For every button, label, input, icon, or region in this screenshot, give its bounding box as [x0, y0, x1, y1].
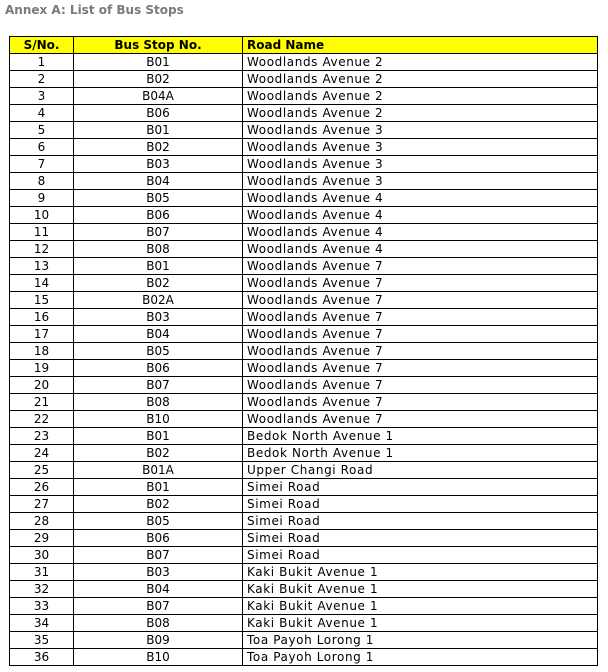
table-row	[10, 496, 598, 513]
cell-sno: 9	[10, 190, 74, 207]
cell-road-name: Bedok North Avenue 1	[243, 445, 598, 462]
table-row	[10, 241, 598, 258]
cell-bus-stop-no: B03	[74, 156, 243, 173]
table-row	[10, 598, 598, 615]
cell-bus-stop-no: B02	[74, 139, 243, 156]
cell-bus-stop-no: B01	[74, 428, 243, 445]
cell-sno: 29	[10, 530, 74, 547]
cell-road-name: Woodlands Avenue 2	[243, 54, 598, 71]
cell-bus-stop-no: B10	[74, 649, 243, 666]
table-row	[10, 530, 598, 547]
table-row	[10, 360, 598, 377]
cell-road-name: Woodlands Avenue 2	[243, 88, 598, 105]
cell-road-name: Woodlands Avenue 7	[243, 309, 598, 326]
cell-sno: 21	[10, 394, 74, 411]
cell-road-name: Simei Road	[243, 496, 598, 513]
table-header-row	[10, 37, 598, 54]
cell-bus-stop-no: B07	[74, 224, 243, 241]
cell-bus-stop-no: B04	[74, 326, 243, 343]
cell-road-name: Woodlands Avenue 4	[243, 207, 598, 224]
table-row	[10, 445, 598, 462]
table-row	[10, 88, 598, 105]
cell-road-name: Kaki Bukit Avenue 1	[243, 598, 598, 615]
cell-sno: 33	[10, 598, 74, 615]
cell-road-name: Simei Road	[243, 530, 598, 547]
header-road-name: Road Name	[243, 37, 598, 54]
cell-sno: 25	[10, 462, 74, 479]
cell-sno: 20	[10, 377, 74, 394]
cell-bus-stop-no: B06	[74, 360, 243, 377]
cell-road-name: Toa Payoh Lorong 1	[243, 649, 598, 666]
header-bus-stop-no: Bus Stop No.	[74, 37, 243, 54]
cell-road-name: Woodlands Avenue 4	[243, 190, 598, 207]
cell-bus-stop-no: B08	[74, 615, 243, 632]
header-sno: S/No.	[10, 37, 74, 54]
cell-road-name: Upper Changi Road	[243, 462, 598, 479]
table-row	[10, 377, 598, 394]
cell-road-name: Woodlands Avenue 2	[243, 105, 598, 122]
table-row	[10, 309, 598, 326]
cell-bus-stop-no: B01A	[74, 462, 243, 479]
cell-sno: 2	[10, 71, 74, 88]
table-row	[10, 547, 598, 564]
cell-road-name: Woodlands Avenue 3	[243, 156, 598, 173]
cell-road-name: Woodlands Avenue 3	[243, 139, 598, 156]
cell-bus-stop-no: B07	[74, 377, 243, 394]
cell-bus-stop-no: B07	[74, 547, 243, 564]
cell-sno: 8	[10, 173, 74, 190]
cell-sno: 11	[10, 224, 74, 241]
cell-bus-stop-no: B04A	[74, 88, 243, 105]
cell-road-name: Woodlands Avenue 7	[243, 258, 598, 275]
cell-road-name: Woodlands Avenue 3	[243, 122, 598, 139]
cell-bus-stop-no: B02	[74, 496, 243, 513]
cell-bus-stop-no: B08	[74, 241, 243, 258]
cell-sno: 12	[10, 241, 74, 258]
table-row	[10, 105, 598, 122]
table-row	[10, 428, 598, 445]
cell-sno: 3	[10, 88, 74, 105]
table-row	[10, 632, 598, 649]
cell-bus-stop-no: B02	[74, 275, 243, 292]
cell-sno: 34	[10, 615, 74, 632]
cell-bus-stop-no: B05	[74, 513, 243, 530]
table-row	[10, 258, 598, 275]
table-row	[10, 292, 598, 309]
cell-road-name: Simei Road	[243, 479, 598, 496]
cell-road-name: Woodlands Avenue 7	[243, 326, 598, 343]
cell-sno: 30	[10, 547, 74, 564]
cell-sno: 32	[10, 581, 74, 598]
cell-sno: 36	[10, 649, 74, 666]
table-row	[10, 513, 598, 530]
table-row	[10, 139, 598, 156]
cell-sno: 19	[10, 360, 74, 377]
cell-road-name: Woodlands Avenue 7	[243, 394, 598, 411]
cell-road-name: Simei Road	[243, 547, 598, 564]
cell-sno: 5	[10, 122, 74, 139]
cell-road-name: Woodlands Avenue 3	[243, 173, 598, 190]
table-row	[10, 581, 598, 598]
cell-bus-stop-no: B03	[74, 564, 243, 581]
table-row	[10, 275, 598, 292]
cell-sno: 7	[10, 156, 74, 173]
cell-road-name: Woodlands Avenue 4	[243, 224, 598, 241]
table-row	[10, 190, 598, 207]
cell-road-name: Kaki Bukit Avenue 1	[243, 581, 598, 598]
cell-road-name: Woodlands Avenue 7	[243, 343, 598, 360]
table-body	[10, 54, 598, 666]
cell-bus-stop-no: B03	[74, 309, 243, 326]
table-row	[10, 207, 598, 224]
table-row	[10, 156, 598, 173]
table-row	[10, 122, 598, 139]
table-row	[10, 564, 598, 581]
cell-road-name: Woodlands Avenue 2	[243, 71, 598, 88]
cell-sno: 1	[10, 54, 74, 71]
cell-road-name: Bedok North Avenue 1	[243, 428, 598, 445]
cell-road-name: Kaki Bukit Avenue 1	[243, 615, 598, 632]
cell-bus-stop-no: B01	[74, 54, 243, 71]
cell-sno: 28	[10, 513, 74, 530]
cell-sno: 26	[10, 479, 74, 496]
cell-bus-stop-no: B01	[74, 258, 243, 275]
cell-bus-stop-no: B04	[74, 173, 243, 190]
cell-sno: 22	[10, 411, 74, 428]
cell-sno: 16	[10, 309, 74, 326]
table-row	[10, 649, 598, 666]
page-title: Annex A: List of Bus Stops	[5, 3, 184, 17]
cell-road-name: Woodlands Avenue 4	[243, 241, 598, 258]
cell-sno: 6	[10, 139, 74, 156]
table-row	[10, 326, 598, 343]
cell-sno: 27	[10, 496, 74, 513]
cell-bus-stop-no: B05	[74, 190, 243, 207]
cell-sno: 15	[10, 292, 74, 309]
cell-bus-stop-no: B06	[74, 207, 243, 224]
cell-road-name: Woodlands Avenue 7	[243, 360, 598, 377]
table-row	[10, 615, 598, 632]
cell-bus-stop-no: B07	[74, 598, 243, 615]
cell-bus-stop-no: B01	[74, 122, 243, 139]
table-row	[10, 394, 598, 411]
cell-road-name: Toa Payoh Lorong 1	[243, 632, 598, 649]
cell-road-name: Woodlands Avenue 7	[243, 292, 598, 309]
table-row	[10, 411, 598, 428]
cell-bus-stop-no: B04	[74, 581, 243, 598]
cell-sno: 35	[10, 632, 74, 649]
cell-road-name: Woodlands Avenue 7	[243, 411, 598, 428]
table-row	[10, 224, 598, 241]
cell-road-name: Simei Road	[243, 513, 598, 530]
cell-road-name: Woodlands Avenue 7	[243, 275, 598, 292]
cell-sno: 10	[10, 207, 74, 224]
cell-bus-stop-no: B02	[74, 71, 243, 88]
table-row	[10, 479, 598, 496]
cell-bus-stop-no: B06	[74, 105, 243, 122]
cell-road-name: Kaki Bukit Avenue 1	[243, 564, 598, 581]
bus-stops-table	[9, 36, 598, 666]
table-row	[10, 462, 598, 479]
cell-sno: 18	[10, 343, 74, 360]
cell-bus-stop-no: B02A	[74, 292, 243, 309]
cell-sno: 13	[10, 258, 74, 275]
cell-sno: 24	[10, 445, 74, 462]
cell-sno: 17	[10, 326, 74, 343]
table-row	[10, 173, 598, 190]
cell-bus-stop-no: B06	[74, 530, 243, 547]
cell-bus-stop-no: B02	[74, 445, 243, 462]
cell-sno: 31	[10, 564, 74, 581]
cell-road-name: Woodlands Avenue 7	[243, 377, 598, 394]
table-row	[10, 71, 598, 88]
table-row	[10, 54, 598, 71]
cell-bus-stop-no: B01	[74, 479, 243, 496]
cell-bus-stop-no: B10	[74, 411, 243, 428]
cell-bus-stop-no: B08	[74, 394, 243, 411]
table-row	[10, 343, 598, 360]
cell-bus-stop-no: B05	[74, 343, 243, 360]
cell-sno: 4	[10, 105, 74, 122]
cell-sno: 23	[10, 428, 74, 445]
cell-bus-stop-no: B09	[74, 632, 243, 649]
cell-sno: 14	[10, 275, 74, 292]
